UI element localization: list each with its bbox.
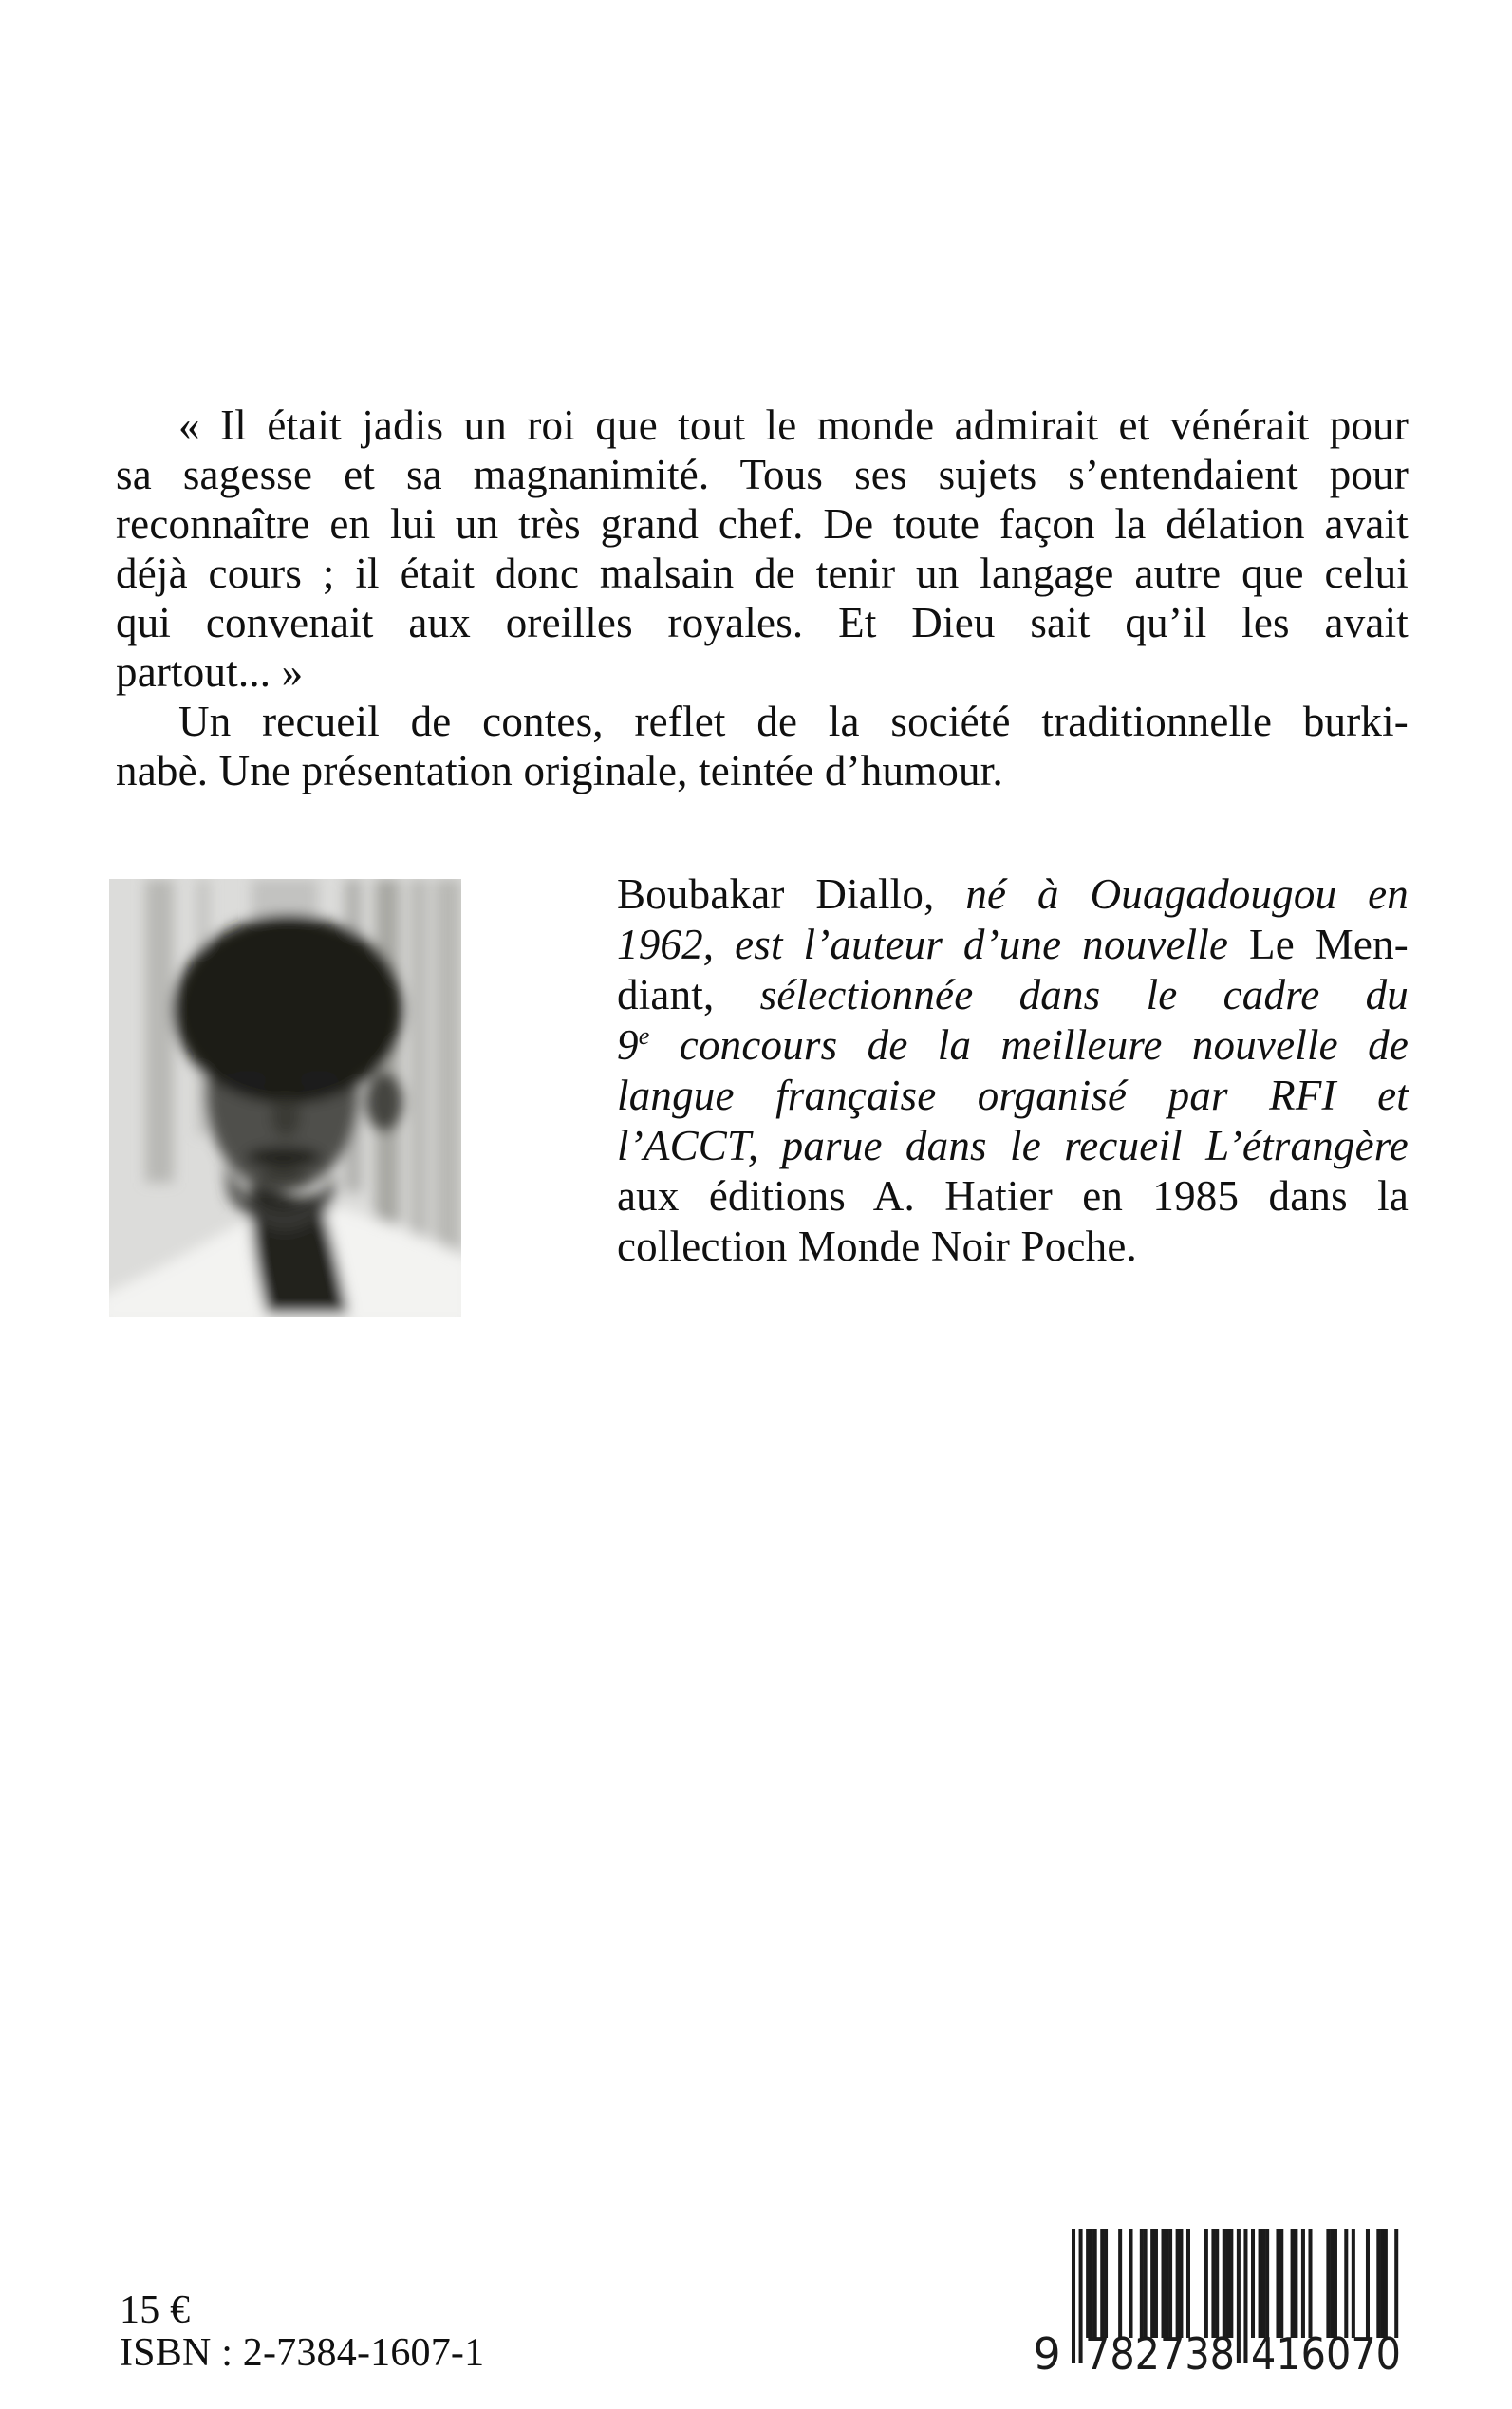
text-line: diant, sélectionnée dans le cadre du <box>617 971 1409 1018</box>
text-line: qui convenait aux oreilles royales. Et Dieu sait qu’il les avait <box>116 599 1409 646</box>
text-line: partout... » <box>116 648 304 696</box>
text-line: « Il était jadis un roi que tout le monde admirait et vénérait pour <box>178 402 1409 449</box>
text-line: Boubakar Diallo, né à Ouagadougou en <box>617 870 1409 918</box>
text-line: Un recueil de contes, reflet de la société traditionnelle burki- <box>178 698 1409 745</box>
text-line: déjà cours ; il était donc malsain de tenir un langage autre que celui <box>116 550 1409 597</box>
text-line: collection Monde Noir Poche. <box>617 1223 1137 1270</box>
svg-text:416070: 416070 <box>1251 2328 1401 2374</box>
back-cover-blurb <box>116 401 1409 795</box>
text-line: sa sagesse et sa magnanimité. Tous ses sujets s’entendaient pour <box>116 451 1409 498</box>
svg-text:782738: 782738 <box>1085 2328 1235 2374</box>
svg-text:9: 9 <box>1033 2328 1061 2374</box>
ean13-barcode <box>1030 2227 1414 2374</box>
text-line: 1962, est l’auteur d’une nouvelle Le Men- <box>617 921 1409 968</box>
price-label: 15 € <box>120 2288 191 2332</box>
isbn-label: ISBN : 2-7384-1607-1 <box>120 2331 485 2375</box>
text-line: l’ACCT, parue dans le recueil L’étrangère <box>617 1122 1409 1169</box>
text-line: nabè. Une présentation originale, teintée d’humour. <box>116 747 1003 794</box>
author-bio <box>617 869 1409 1272</box>
price-isbn-block <box>120 2289 484 2375</box>
text-line: langue française organisé par RFI et <box>617 1072 1409 1119</box>
author-photo <box>109 879 461 1317</box>
text-line: 9e concours de la meilleure nouvelle de <box>617 1021 1409 1069</box>
text-line: reconnaître en lui un très grand chef. De toute façon la délation avait <box>116 500 1409 548</box>
text-line: aux éditions A. Hatier en 1985 dans la <box>617 1172 1409 1220</box>
